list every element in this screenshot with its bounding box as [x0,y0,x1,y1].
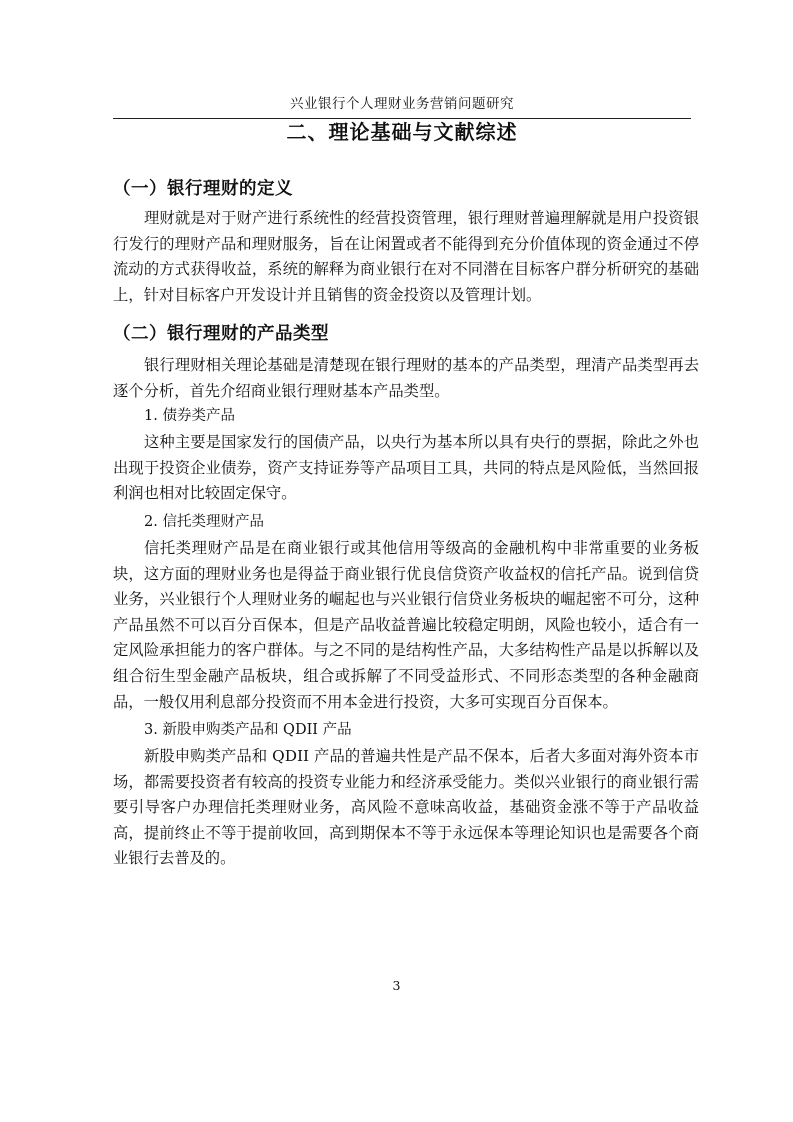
chapter-title: 二、理论基础与文献综述 [286,120,518,144]
paragraph-product-types-intro: 银行理财相关理论基础是清楚现在银行理财的基本的产品类型，理清产品类型再去逐个分析，首先介绍商业银行理财基本产品类型。 [113,356,699,400]
item-heading-ipo-qdii-products: 3. 新股申购类产品和 QDII 产品 [144,722,352,738]
paragraph-trust-products: 信托类理财产品是在商业银行或其他信用等级高的金融机构中非常重要的业务板块，这方面的理财业务也是得益于商业银行优良信贷资产收益权的信托产品。说到信贷业务，兴业银行个人理财业务的崛起也与兴业银行信贷业务板块的崛起密不可分，这种产品虽然不可以百分百保本，但是产品收益普遍比较稳定明朗，风险也较小，适合有一定风险承担能力的客户群体。与之不同的是结构性产品，大多结构性产品是以拆解以及组合衍生型金融产品板块，组合或拆解了不同受益形式、不同形态类型的各种金融商品，一般仅用利息部分投资而不用本金进行投资，大多可实现百分百保本。 [113,539,699,711]
running-header: 兴业银行个人理财业务营销问题研究 [290,96,514,112]
paragraph-definition: 理财就是对于财产进行系统性的经营投资管理，银行理财普遍理解就是用户投资银行发行的理财产品和理财服务，旨在让闲置或者不能得到充分价值体现的资金通过不停流动的方式获得收益，系统的解释为商业银行在对不同潜在目标客户群分析研究的基础上，针对目标客户开发设计并且销售的资金投资以及管理计划。 [113,209,699,304]
paragraph-ipo-qdii-products: 新股申购类产品和 QDII 产品的普遍共性是产品不保本，后者大多面对海外资本市场，都需要投资者有较高的投资专业能力和经济承受能力。类似兴业银行的商业银行需要引导客户办理信托类理财业务，高风险不意味高收益，基础资金涨不等于产品收益高，提前终止不等于提前收回，高到期保本不等于永远保本等理论知识也是需要各个商业银行去普及的。 [113,747,699,868]
page-number: 3 [392,978,401,993]
section-heading-definition: （一）银行理财的定义 [113,179,293,199]
paragraph-bond-products: 这种主要是国家发行的国债产品，以央行为基本所以具有央行的票据，除此之外也出现于投资企业债券，资产支持证券等产品项目工具，共同的特点是风险低，当然回报利润也相对比较固定保守。 [113,433,699,503]
section-heading-product-types: （二）银行理财的产品类型 [113,324,329,344]
item-heading-bond-products: 1. 债券类产品 [144,408,235,424]
item-heading-trust-products: 2. 信托类理财产品 [144,514,264,530]
